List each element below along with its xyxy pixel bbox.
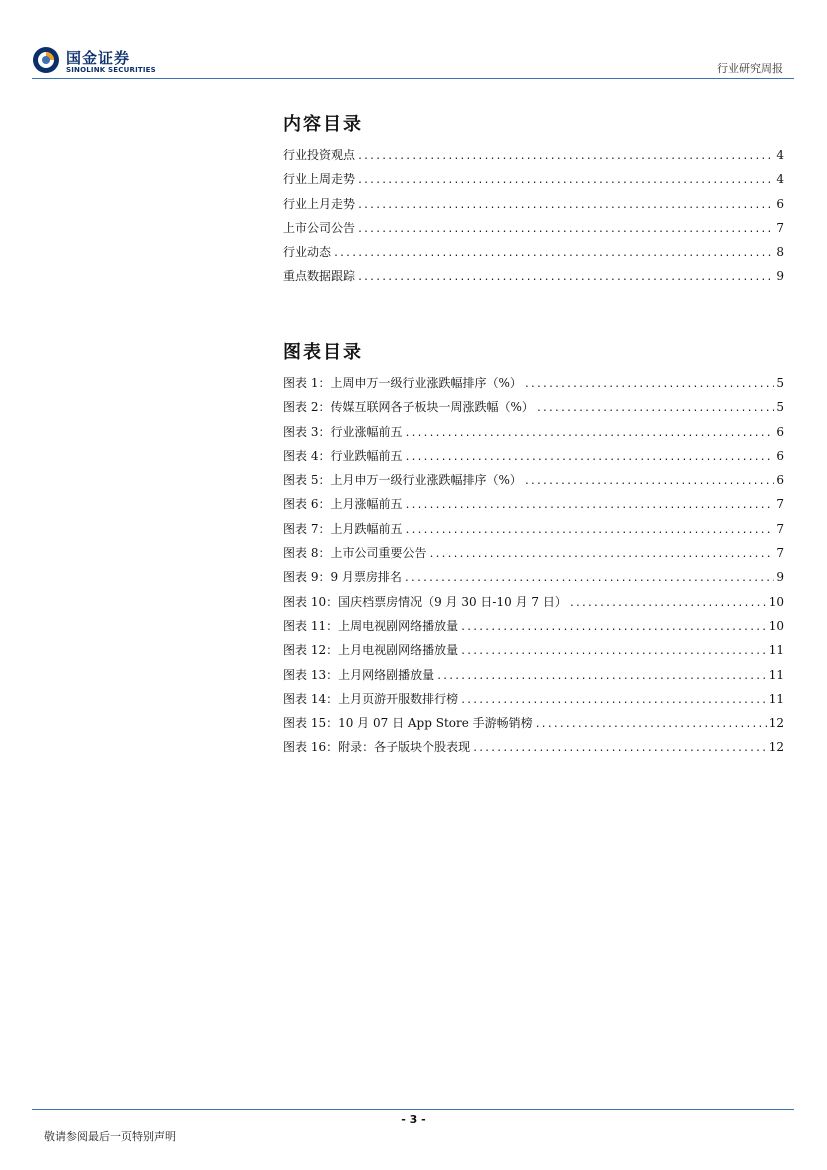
toc-entry-page: 10 bbox=[768, 594, 784, 609]
toc-entry[interactable] bbox=[283, 447, 784, 471]
toc-leader-dots bbox=[333, 248, 774, 259]
toc-entry-page: 7 bbox=[776, 220, 784, 235]
toc-entry[interactable] bbox=[283, 568, 784, 592]
toc-leader-dots bbox=[460, 646, 767, 657]
header-divider bbox=[32, 78, 794, 79]
toc-entry-label: 图表 7：上月跌幅前五 bbox=[283, 521, 403, 536]
toc-entry-label: 行业上月走势 bbox=[283, 196, 356, 211]
toc-entry-label: 行业上周走势 bbox=[283, 172, 356, 187]
figures-toc bbox=[283, 338, 784, 763]
contents-toc bbox=[283, 110, 784, 292]
toc-leader-dots bbox=[460, 622, 767, 633]
toc-entry-label: 图表 10：国庆档票房情况（9 月 30 日-10 月 7 日） bbox=[283, 594, 567, 609]
toc-entry[interactable] bbox=[283, 267, 784, 291]
toc-entry[interactable] bbox=[283, 146, 784, 170]
toc-entry[interactable] bbox=[283, 666, 784, 690]
toc-entry-page: 11 bbox=[768, 667, 784, 682]
report-type: 行业研究周报 bbox=[717, 62, 783, 75]
toc-leader-dots bbox=[428, 549, 774, 560]
toc-entry-page: 10 bbox=[768, 618, 784, 633]
toc-entry[interactable] bbox=[283, 544, 784, 568]
toc-leader-dots bbox=[472, 743, 767, 754]
toc-entry[interactable] bbox=[283, 374, 784, 398]
toc-leader-dots bbox=[404, 452, 774, 463]
toc-entry[interactable] bbox=[283, 593, 784, 617]
toc-entry[interactable] bbox=[283, 471, 784, 495]
toc-entry[interactable] bbox=[283, 617, 784, 641]
company-logo bbox=[32, 46, 162, 78]
toc-entry[interactable] bbox=[283, 398, 784, 422]
contents-list bbox=[283, 146, 784, 292]
toc-entry-label: 图表 13：上月网络剧播放量 bbox=[283, 667, 435, 682]
toc-entry-label: 图表 6：上月涨幅前五 bbox=[283, 497, 403, 512]
toc-entry[interactable] bbox=[283, 520, 784, 544]
toc-entry-page: 7 bbox=[776, 546, 784, 561]
toc-entry-page: 11 bbox=[768, 691, 784, 706]
toc-entry-label: 图表 16：附录：各子版块个股表现 bbox=[283, 740, 471, 755]
toc-leader-dots bbox=[404, 428, 774, 439]
toc-leader-dots bbox=[357, 200, 774, 211]
page-number: - 3 - bbox=[401, 1113, 426, 1126]
toc-entry-page: 9 bbox=[776, 269, 784, 284]
toc-leader-dots bbox=[357, 272, 774, 283]
toc-leader-dots bbox=[569, 598, 767, 609]
toc-leader-dots bbox=[357, 224, 774, 235]
toc-entry-label: 图表 9：9 月票房排名 bbox=[283, 570, 402, 585]
logo-cn-text: 国金证券 bbox=[66, 49, 131, 67]
toc-entry[interactable] bbox=[283, 641, 784, 665]
toc-entry-page: 7 bbox=[776, 521, 784, 536]
toc-leader-dots bbox=[460, 695, 767, 706]
toc-leader-dots bbox=[357, 175, 774, 186]
toc-entry[interactable] bbox=[283, 714, 784, 738]
toc-entry-label: 图表 1：上周申万一级行业涨跌幅排序（%） bbox=[283, 376, 522, 390]
toc-entry-label: 图表 5：上月申万一级行业涨跌幅排序（%） bbox=[283, 473, 522, 488]
toc-entry-page: 12 bbox=[768, 740, 784, 755]
toc-entry[interactable] bbox=[283, 219, 784, 243]
toc-leader-dots bbox=[404, 573, 774, 584]
toc-entry-page: 12 bbox=[768, 716, 784, 731]
toc-entry-label: 图表 8：上市公司重要公告 bbox=[283, 546, 427, 561]
footer-divider bbox=[32, 1109, 794, 1110]
toc-entry-page: 6 bbox=[776, 448, 784, 463]
toc-leader-dots bbox=[404, 525, 774, 536]
figures-list bbox=[283, 374, 784, 763]
toc-entry-label: 上市公司公告 bbox=[283, 220, 356, 235]
toc-entry-page: 6 bbox=[776, 424, 784, 439]
toc-entry-page: 9 bbox=[776, 570, 784, 585]
toc-entry-page: 6 bbox=[776, 196, 784, 211]
toc-entry-label: 图表 3：行业涨幅前五 bbox=[283, 424, 403, 439]
toc-entry[interactable] bbox=[283, 195, 784, 219]
toc-entry-page: 7 bbox=[776, 497, 784, 512]
contents-title: 内容目录 bbox=[283, 114, 363, 135]
toc-entry-label: 重点数据跟踪 bbox=[283, 269, 356, 284]
toc-entry-page: 8 bbox=[776, 245, 784, 260]
disclaimer: 敬请参阅最后一页特别声明 bbox=[44, 1130, 176, 1143]
figures-title: 图表目录 bbox=[283, 342, 363, 363]
toc-entry[interactable] bbox=[283, 690, 784, 714]
toc-leader-dots bbox=[404, 500, 774, 511]
toc-entry-label: 图表 11：上周电视剧网络播放量 bbox=[283, 618, 459, 633]
toc-leader-dots bbox=[436, 671, 767, 682]
toc-entry-label: 图表 12：上月电视剧网络播放量 bbox=[283, 643, 459, 658]
toc-entry[interactable] bbox=[283, 495, 784, 519]
logo-en-text: SINOLINK SECURITIES bbox=[66, 66, 156, 74]
toc-entry-page: 4 bbox=[776, 172, 784, 187]
toc-entry-label: 图表 14：上月页游开服数排行榜 bbox=[283, 691, 459, 706]
toc-entry-page: 6 bbox=[776, 473, 784, 488]
toc-entry-label: 行业动态 bbox=[283, 245, 332, 260]
page-header bbox=[0, 0, 827, 82]
toc-entry[interactable] bbox=[283, 170, 784, 194]
toc-leader-dots bbox=[535, 719, 767, 730]
toc-leader-dots bbox=[536, 403, 775, 414]
toc-entry[interactable] bbox=[283, 738, 784, 762]
toc-entry-page: 5 bbox=[776, 376, 784, 390]
toc-entry-page: 4 bbox=[776, 148, 784, 162]
logo-mark-icon bbox=[32, 46, 60, 74]
toc-entry-label: 行业投资观点 bbox=[283, 148, 356, 162]
toc-entry-label: 图表 2：传媒互联网各子板块一周涨跌幅（%） bbox=[283, 400, 534, 415]
toc-leader-dots bbox=[524, 379, 775, 390]
toc-leader-dots bbox=[524, 476, 775, 487]
toc-leader-dots bbox=[357, 151, 774, 162]
toc-entry-page: 11 bbox=[768, 643, 784, 658]
toc-entry-label: 图表 4：行业跌幅前五 bbox=[283, 448, 403, 463]
toc-entry[interactable] bbox=[283, 423, 784, 447]
toc-entry-label: 图表 15：10 月 07 日 App Store 手游畅销榜 bbox=[283, 716, 533, 731]
toc-entry-page: 5 bbox=[776, 400, 784, 415]
toc-entry[interactable] bbox=[283, 243, 784, 267]
